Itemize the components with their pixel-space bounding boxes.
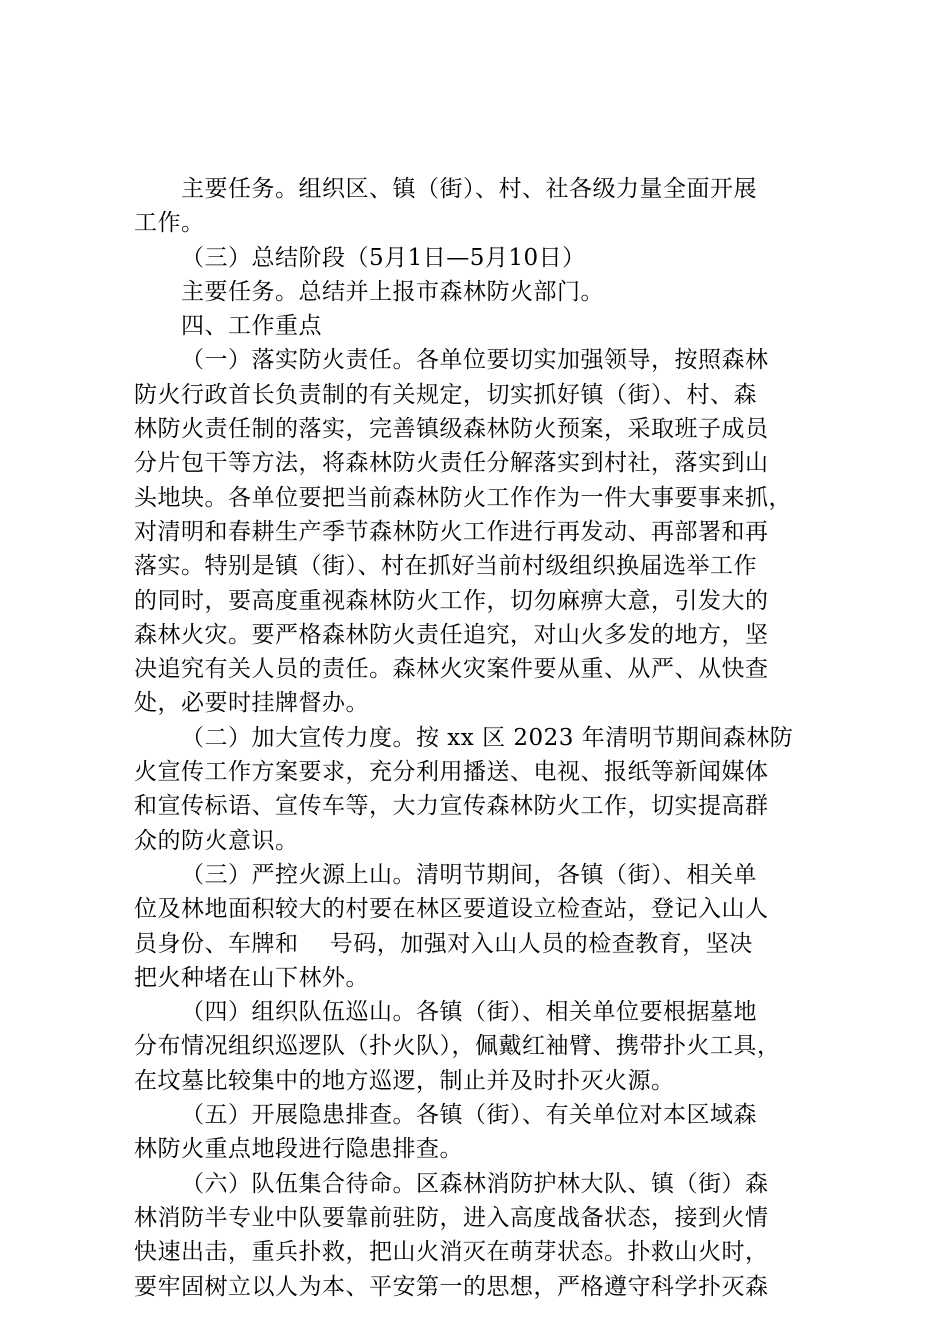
- text-line: 和宣传标语、宣传车等，大力宣传森林防火工作，切实提高群: [134, 793, 769, 820]
- text-line: （三）严控火源上山。清明节期间，各镇（街）、相关单: [181, 861, 757, 888]
- text-line: 快速出击，重兵扑救，把山火消灭在萌芽状态。扑救山火时，: [134, 1239, 769, 1266]
- text-line: 工作。: [134, 210, 205, 237]
- text-line: 在坟墓比较集中的地方巡逻，制止并及时扑灭火源。: [134, 1067, 675, 1094]
- text-line: 员身份、车牌和 号码，加强对入山人员的检查教育，坚决: [134, 930, 753, 957]
- text-line: 落实。特别是镇（街）、村在抓好当前村级组织换届选举工作: [134, 553, 757, 580]
- text-line: 众的防火意识。: [134, 827, 299, 854]
- text-line: 的同时，要高度重视森林防火工作，切勿麻痹大意，引发大的: [134, 587, 769, 614]
- text-line: 头地块。各单位要把当前森林防火工作作为一件大事要事来抓，: [134, 484, 792, 511]
- text-line: 要牢固树立以人为本、平安第一的思想，严格遵守科学扑灭森: [134, 1273, 769, 1300]
- text-line: 林消防半专业中队要靠前驻防，进入高度战备状态，接到火情: [134, 1204, 769, 1231]
- text-line: （一）落实防火责任。各单位要切实加强领导，按照森林: [181, 347, 769, 374]
- text-line: 主要任务。组织区、镇（街）、村、社各级力量全面开展: [181, 176, 757, 202]
- text-line: 位及林地面积较大的村要在林区要道设立检查站，登记入山人: [134, 896, 769, 923]
- text-line: 决追究有关人员的责任。森林火灾案件要从重、从严、从快查: [134, 656, 769, 683]
- text-line: 处，必要时挂牌督办。: [134, 690, 369, 717]
- text-line: 主要任务。总结并上报市森林防火部门。: [181, 278, 604, 305]
- text-line: 分布情况组织巡逻队（扑火队），佩戴红袖臂、携带扑火工具，: [134, 1033, 781, 1060]
- text-line: （五）开展隐患排查。各镇（街）、有关单位对本区域森: [181, 1102, 757, 1129]
- text-line: 四、工作重点: [181, 313, 322, 340]
- text-line: 火宣传工作方案要求，充分利用播送、电视、报纸等新闻媒体: [134, 759, 769, 786]
- text-line: 把火种堵在山下林外。: [134, 964, 369, 991]
- text-line: 森林火灾。要严格森林防火责任追究，对山火多发的地方，坚: [134, 621, 769, 648]
- document-body: [134, 172, 826, 1304]
- text-line: 分片包干等方法，将森林防火责任分解落实到村社，落实到山: [134, 450, 769, 477]
- text-line: 对清明和春耕生产季节森林防火工作进行再发动、再部署和再: [134, 518, 769, 545]
- text-line: 防火行政首长负责制的有关规定，切实抓好镇（街）、村、森: [134, 381, 757, 408]
- text-line: （六）队伍集合待命。区森林消防护林大队、镇（街）森: [181, 1170, 769, 1197]
- text-line: 林防火重点地段进行隐患排查。: [134, 1136, 463, 1163]
- text-line: （三）总结阶段（5月1日—5月10日）: [181, 244, 586, 271]
- text-line: （四）组织队伍巡山。各镇（街）、相关单位要根据墓地: [181, 999, 757, 1026]
- text-line: （二）加大宣传力度。按 xx 区 2023 年清明节期间森林防: [181, 724, 794, 751]
- text-line: 林防火责任制的落实，完善镇级森林防火预案，采取班子成员: [134, 416, 769, 443]
